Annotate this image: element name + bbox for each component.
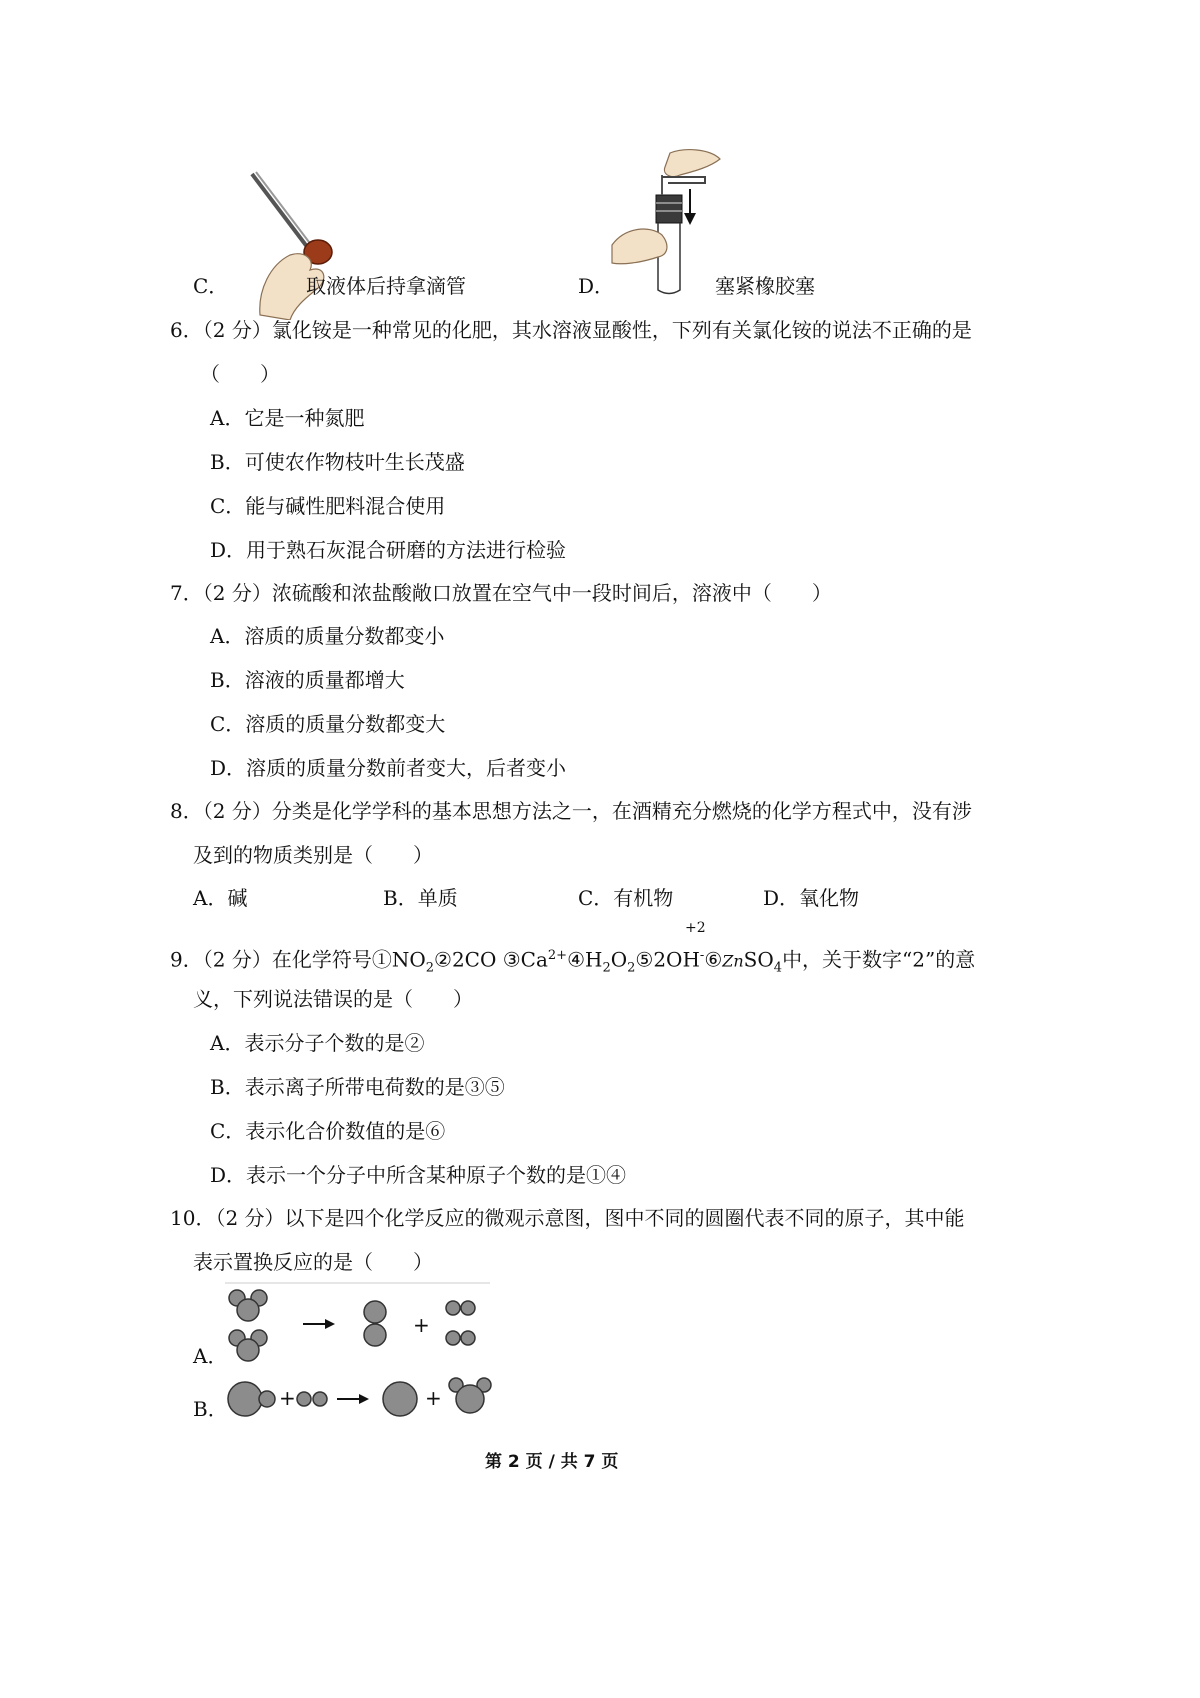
option-a[interactable]: A． [193, 1344, 228, 1368]
reaction-diagram-b [225, 1375, 500, 1423]
option-b[interactable]: B．单质 [383, 886, 458, 910]
option-c[interactable]: C．有机物 [578, 886, 674, 910]
reaction-diagram-a [225, 1282, 490, 1370]
option-b[interactable]: B．溶液的质量都增大 [210, 668, 405, 692]
plus-sign: + [413, 1313, 430, 1337]
question-number: 6． [170, 318, 203, 342]
formula-h2o2: ④H [567, 947, 603, 972]
option-c[interactable]: C．能与碱性肥料混合使用 [210, 494, 446, 518]
option-c[interactable]: C．溶质的质量分数都变大 [210, 712, 446, 736]
question-number: 8． [170, 799, 203, 823]
valence-mark: +2 [685, 920, 706, 936]
option-c[interactable]: C．表示化合价数值的是⑥ [210, 1119, 446, 1143]
option-b[interactable]: B．表示离子所带电荷数的是③⑤ [210, 1075, 505, 1099]
question-stem-continued: 表示置换反应的是（ ） [193, 1250, 433, 1274]
question-score: （2 分） [202, 947, 272, 972]
question-score: （2 分） [202, 318, 272, 342]
question-number: 9． [170, 947, 203, 972]
question-stem: 浓硫酸和浓盐酸敞口放置在空气中一段时间后，溶液中（ ） [271, 581, 832, 605]
formula-so4: SO [743, 947, 774, 972]
question-score: （2 分） [202, 799, 272, 823]
plus-sign: + [279, 1386, 296, 1410]
formula-co-ca: ②2CO ③Ca [434, 947, 548, 972]
option-d-caption: 塞紧橡胶塞 [715, 274, 815, 298]
option-a[interactable]: A．表示分子个数的是② [210, 1031, 425, 1055]
option-c-caption: 取液体后持拿滴管 [306, 274, 466, 298]
option-c-letter: C． [193, 274, 229, 298]
option-b[interactable]: B． [193, 1397, 228, 1421]
question-stem: 分类是化学学科的基本思想方法之一，在酒精充分燃烧的化学方程式中，没有涉 [271, 799, 972, 823]
page-footer: 第 2 页 / 共 7 页 [485, 1452, 619, 1472]
option-d[interactable]: D．表示一个分子中所含某种原子个数的是①④ [210, 1163, 627, 1187]
question-stem: 以下是四个化学反应的微观示意图，图中不同的圆圈代表不同的原子，其中能 [284, 1206, 965, 1230]
option-a[interactable]: A．碱 [193, 886, 248, 910]
question-stem-continued: 及到的物质类别是（ ） [193, 843, 433, 867]
question-score: （2 分） [202, 581, 272, 605]
option-d[interactable]: D．用于熟石灰混合研磨的方法进行检验 [210, 538, 567, 562]
formula-zn: Zn [722, 951, 744, 971]
question-number: 10． [170, 1206, 216, 1230]
question-stem-continued: 义，下列说法错误的是（ ） [193, 987, 473, 1011]
formula-no2: 在化学符号①NO [271, 947, 426, 972]
option-d[interactable]: D．溶质的质量分数前者变大，后者变小 [210, 756, 567, 780]
option-d[interactable]: D．氧化物 [763, 886, 860, 910]
question-stem: 氯化铵是一种常见的化肥，其水溶液显酸性，下列有关氯化铵的说法不正确的是 [271, 318, 972, 342]
option-a[interactable]: A．它是一种氮肥 [210, 406, 365, 430]
question-score: （2 分） [215, 1206, 285, 1230]
formula-oh: ⑤2OH [635, 947, 700, 972]
plus-sign: + [425, 1386, 442, 1410]
question-number: 7． [170, 581, 203, 605]
option-b[interactable]: B．可使农作物枝叶生长茂盛 [210, 450, 465, 474]
option-a[interactable]: A．溶质的质量分数都变小 [210, 624, 445, 648]
question-stem: 中，关于数字“2”的意 [782, 947, 976, 972]
answer-bracket: （ ） [200, 362, 280, 386]
option-d-letter: D． [578, 274, 615, 298]
